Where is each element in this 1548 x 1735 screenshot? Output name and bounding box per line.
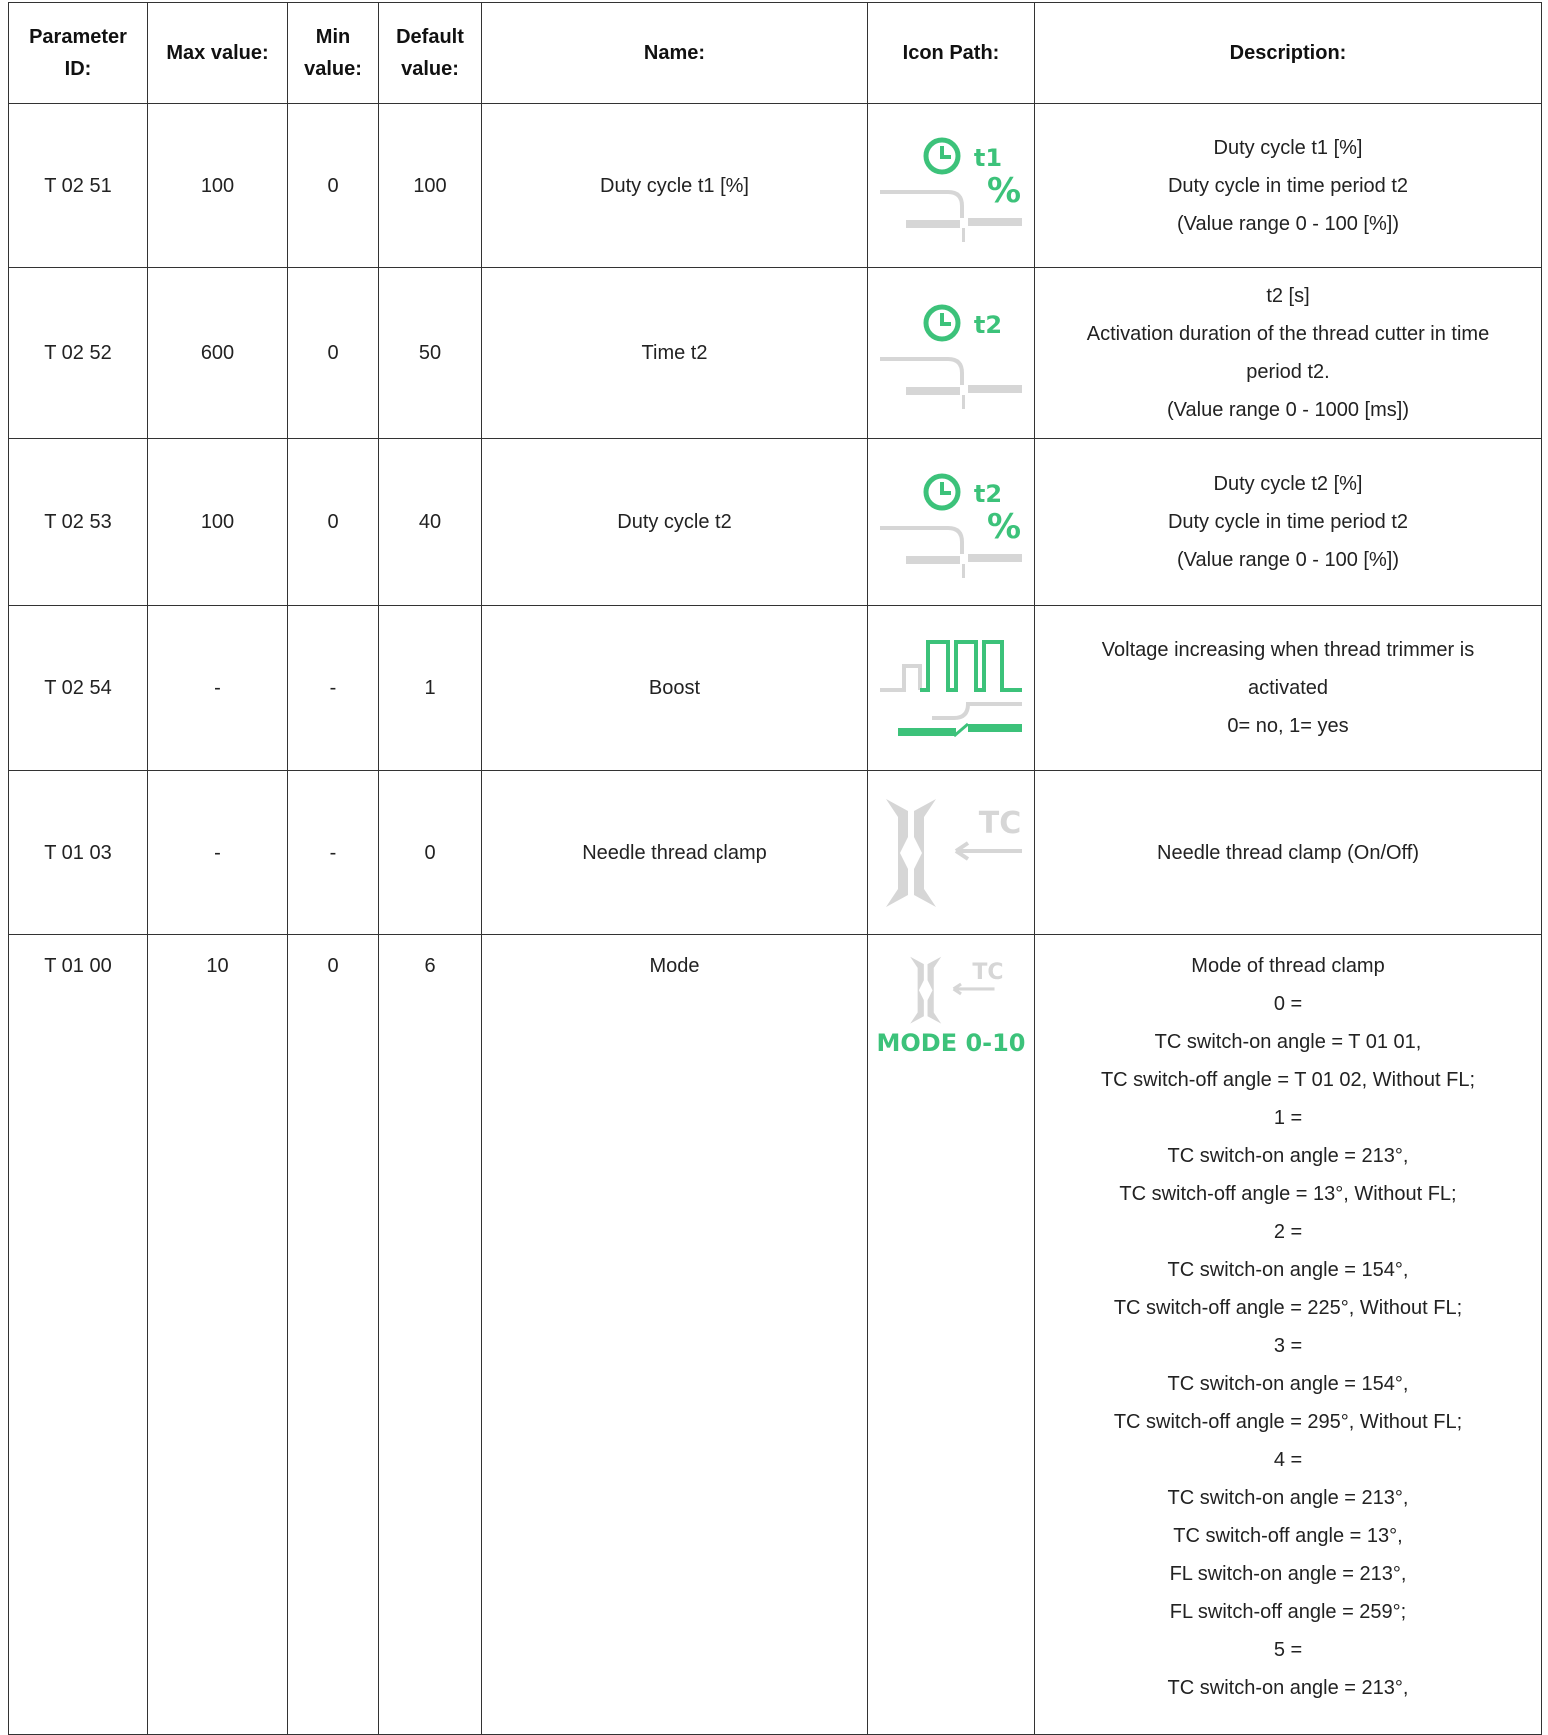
table-row	[9, 935, 1542, 1735]
cell-default-value: 100	[379, 104, 482, 268]
description-line: TC switch-off angle = 13°, Without FL;	[1119, 1183, 1457, 1205]
cell-name: Mode	[482, 935, 868, 1735]
header-row	[9, 3, 1542, 104]
header-icon-path: Icon Path:	[868, 3, 1035, 104]
thread-clamp-mode-icon	[876, 947, 1026, 1057]
description-line: (Value range 0 - 100 [%])	[1177, 549, 1399, 571]
cell-description	[1035, 606, 1542, 771]
cell-min-value: 0	[288, 268, 379, 439]
header-description: Description:	[1035, 3, 1542, 104]
cell-min-value: -	[288, 771, 379, 935]
description-line: Duty cycle t1 [%]	[1213, 136, 1363, 159]
description-line: TC switch-off angle = 295°, Without FL;	[1113, 1411, 1463, 1433]
cell-max-value: 100	[148, 104, 288, 268]
description-line: 5 =	[1273, 1639, 1303, 1661]
description-line: 4 =	[1273, 1449, 1303, 1471]
cell-default-value: 40	[379, 439, 482, 606]
cell-name: Needle thread clamp	[482, 771, 868, 935]
cell-description	[1035, 771, 1542, 935]
cell-parameter-id: T 02 51	[9, 104, 148, 268]
header-parameter-id: Parameter ID:	[9, 3, 148, 104]
cell-max-value: -	[148, 606, 288, 771]
table-row	[9, 268, 1542, 439]
table-row	[9, 439, 1542, 606]
cell-parameter-id: T 01 00	[9, 935, 148, 1735]
time-t2-icon	[876, 293, 1026, 413]
table-row	[9, 771, 1542, 935]
description-line: TC switch-on angle = 213°,	[1167, 1677, 1409, 1699]
header-default-value: Default value:	[379, 3, 482, 104]
cell-description	[1035, 935, 1542, 1735]
cell-icon	[868, 104, 1035, 268]
description-line: FL switch-on angle = 213°,	[1169, 1563, 1407, 1585]
description-line: (Value range 0 - 100 [%])	[1177, 212, 1399, 235]
description-line: Duty cycle in time period t2	[1167, 511, 1409, 533]
description-line: TC switch-on angle = 213°,	[1167, 1487, 1409, 1509]
icon-label: t2	[973, 311, 1003, 339]
cell-max-value: 10	[148, 935, 288, 1735]
needle-thread-clamp-icon	[876, 793, 1026, 913]
description-line: Activation duration of the thread cutter in time	[1086, 323, 1490, 345]
cell-name: Duty cycle t1 [%]	[482, 104, 868, 268]
description-line: TC switch-off angle = 225°, Without FL;	[1113, 1297, 1463, 1319]
cell-description	[1035, 439, 1542, 606]
cell-description	[1035, 268, 1542, 439]
description-line: 1 =	[1273, 1107, 1303, 1129]
description-line: TC switch-on angle = 213°,	[1167, 1145, 1409, 1167]
cell-default-value: 1	[379, 606, 482, 771]
table-row	[9, 104, 1542, 268]
icon-label: TC	[972, 960, 1004, 985]
description-line: t2 [s]	[1266, 285, 1310, 307]
cell-max-value: 600	[148, 268, 288, 439]
icon-mode-label: MODE 0-10	[876, 1029, 1026, 1057]
cell-icon	[868, 439, 1035, 606]
icon-sublabel: %	[986, 170, 1022, 211]
description-line: 2 =	[1273, 1221, 1303, 1243]
description-line: TC switch-on angle = 154°,	[1167, 1259, 1409, 1281]
cell-min-value: -	[288, 606, 379, 771]
cell-parameter-id: T 01 03	[9, 771, 148, 935]
parameter-table	[8, 2, 1542, 1735]
duty-cycle-t1-icon	[876, 126, 1026, 246]
cell-parameter-id: T 02 54	[9, 606, 148, 771]
description-line: Duty cycle t2 [%]	[1213, 473, 1363, 495]
header-min-value: Min value:	[288, 3, 379, 104]
cell-icon	[868, 935, 1035, 1735]
cell-min-value: 0	[288, 104, 379, 268]
cell-default-value: 50	[379, 268, 482, 439]
header-max-value: Max value:	[148, 3, 288, 104]
description-line: (Value range 0 - 1000 [ms])	[1167, 399, 1409, 421]
description-line: TC switch-off angle = 13°,	[1173, 1525, 1403, 1547]
cell-default-value: 6	[379, 935, 482, 1735]
description-line: Voltage increasing when thread trimmer is	[1101, 639, 1475, 661]
cell-parameter-id: T 02 53	[9, 439, 148, 606]
cell-default-value: 0	[379, 771, 482, 935]
icon-sublabel: %	[986, 507, 1022, 547]
description-line: period t2.	[1246, 361, 1330, 383]
cell-name: Boost	[482, 606, 868, 771]
duty-cycle-t2-icon	[876, 462, 1026, 582]
description-line: Mode of thread clamp	[1191, 955, 1385, 977]
cell-min-value: 0	[288, 439, 379, 606]
cell-icon	[868, 606, 1035, 771]
description-line: FL switch-off angle = 259°;	[1169, 1601, 1407, 1623]
cell-icon	[868, 268, 1035, 439]
description-line: TC switch-on angle = T 01 01,	[1154, 1031, 1422, 1053]
cell-max-value: -	[148, 771, 288, 935]
description-line: Duty cycle in time period t2	[1167, 174, 1409, 197]
cell-description	[1035, 104, 1542, 268]
description-line: 0 =	[1273, 993, 1303, 1015]
table-row	[9, 606, 1542, 771]
icon-label: t2	[973, 480, 1003, 508]
description-line: 0= no, 1= yes	[1227, 715, 1349, 737]
description-line: activated	[1247, 677, 1329, 699]
icon-label: t1	[973, 143, 1003, 172]
description-line: Needle thread clamp (On/Off)	[1157, 841, 1419, 864]
description-line: TC switch-off angle = T 01 02, Without FL;	[1100, 1069, 1476, 1091]
boost-icon	[876, 628, 1026, 748]
cell-name: Duty cycle t2	[482, 439, 868, 606]
cell-icon	[868, 771, 1035, 935]
description-line: 3 =	[1273, 1335, 1303, 1357]
cell-max-value: 100	[148, 439, 288, 606]
header-name: Name:	[482, 3, 868, 104]
description-line: TC switch-on angle = 154°,	[1167, 1373, 1409, 1395]
cell-parameter-id: T 02 52	[9, 268, 148, 439]
cell-name: Time t2	[482, 268, 868, 439]
icon-label: TC	[978, 805, 1022, 841]
cell-min-value: 0	[288, 935, 379, 1735]
